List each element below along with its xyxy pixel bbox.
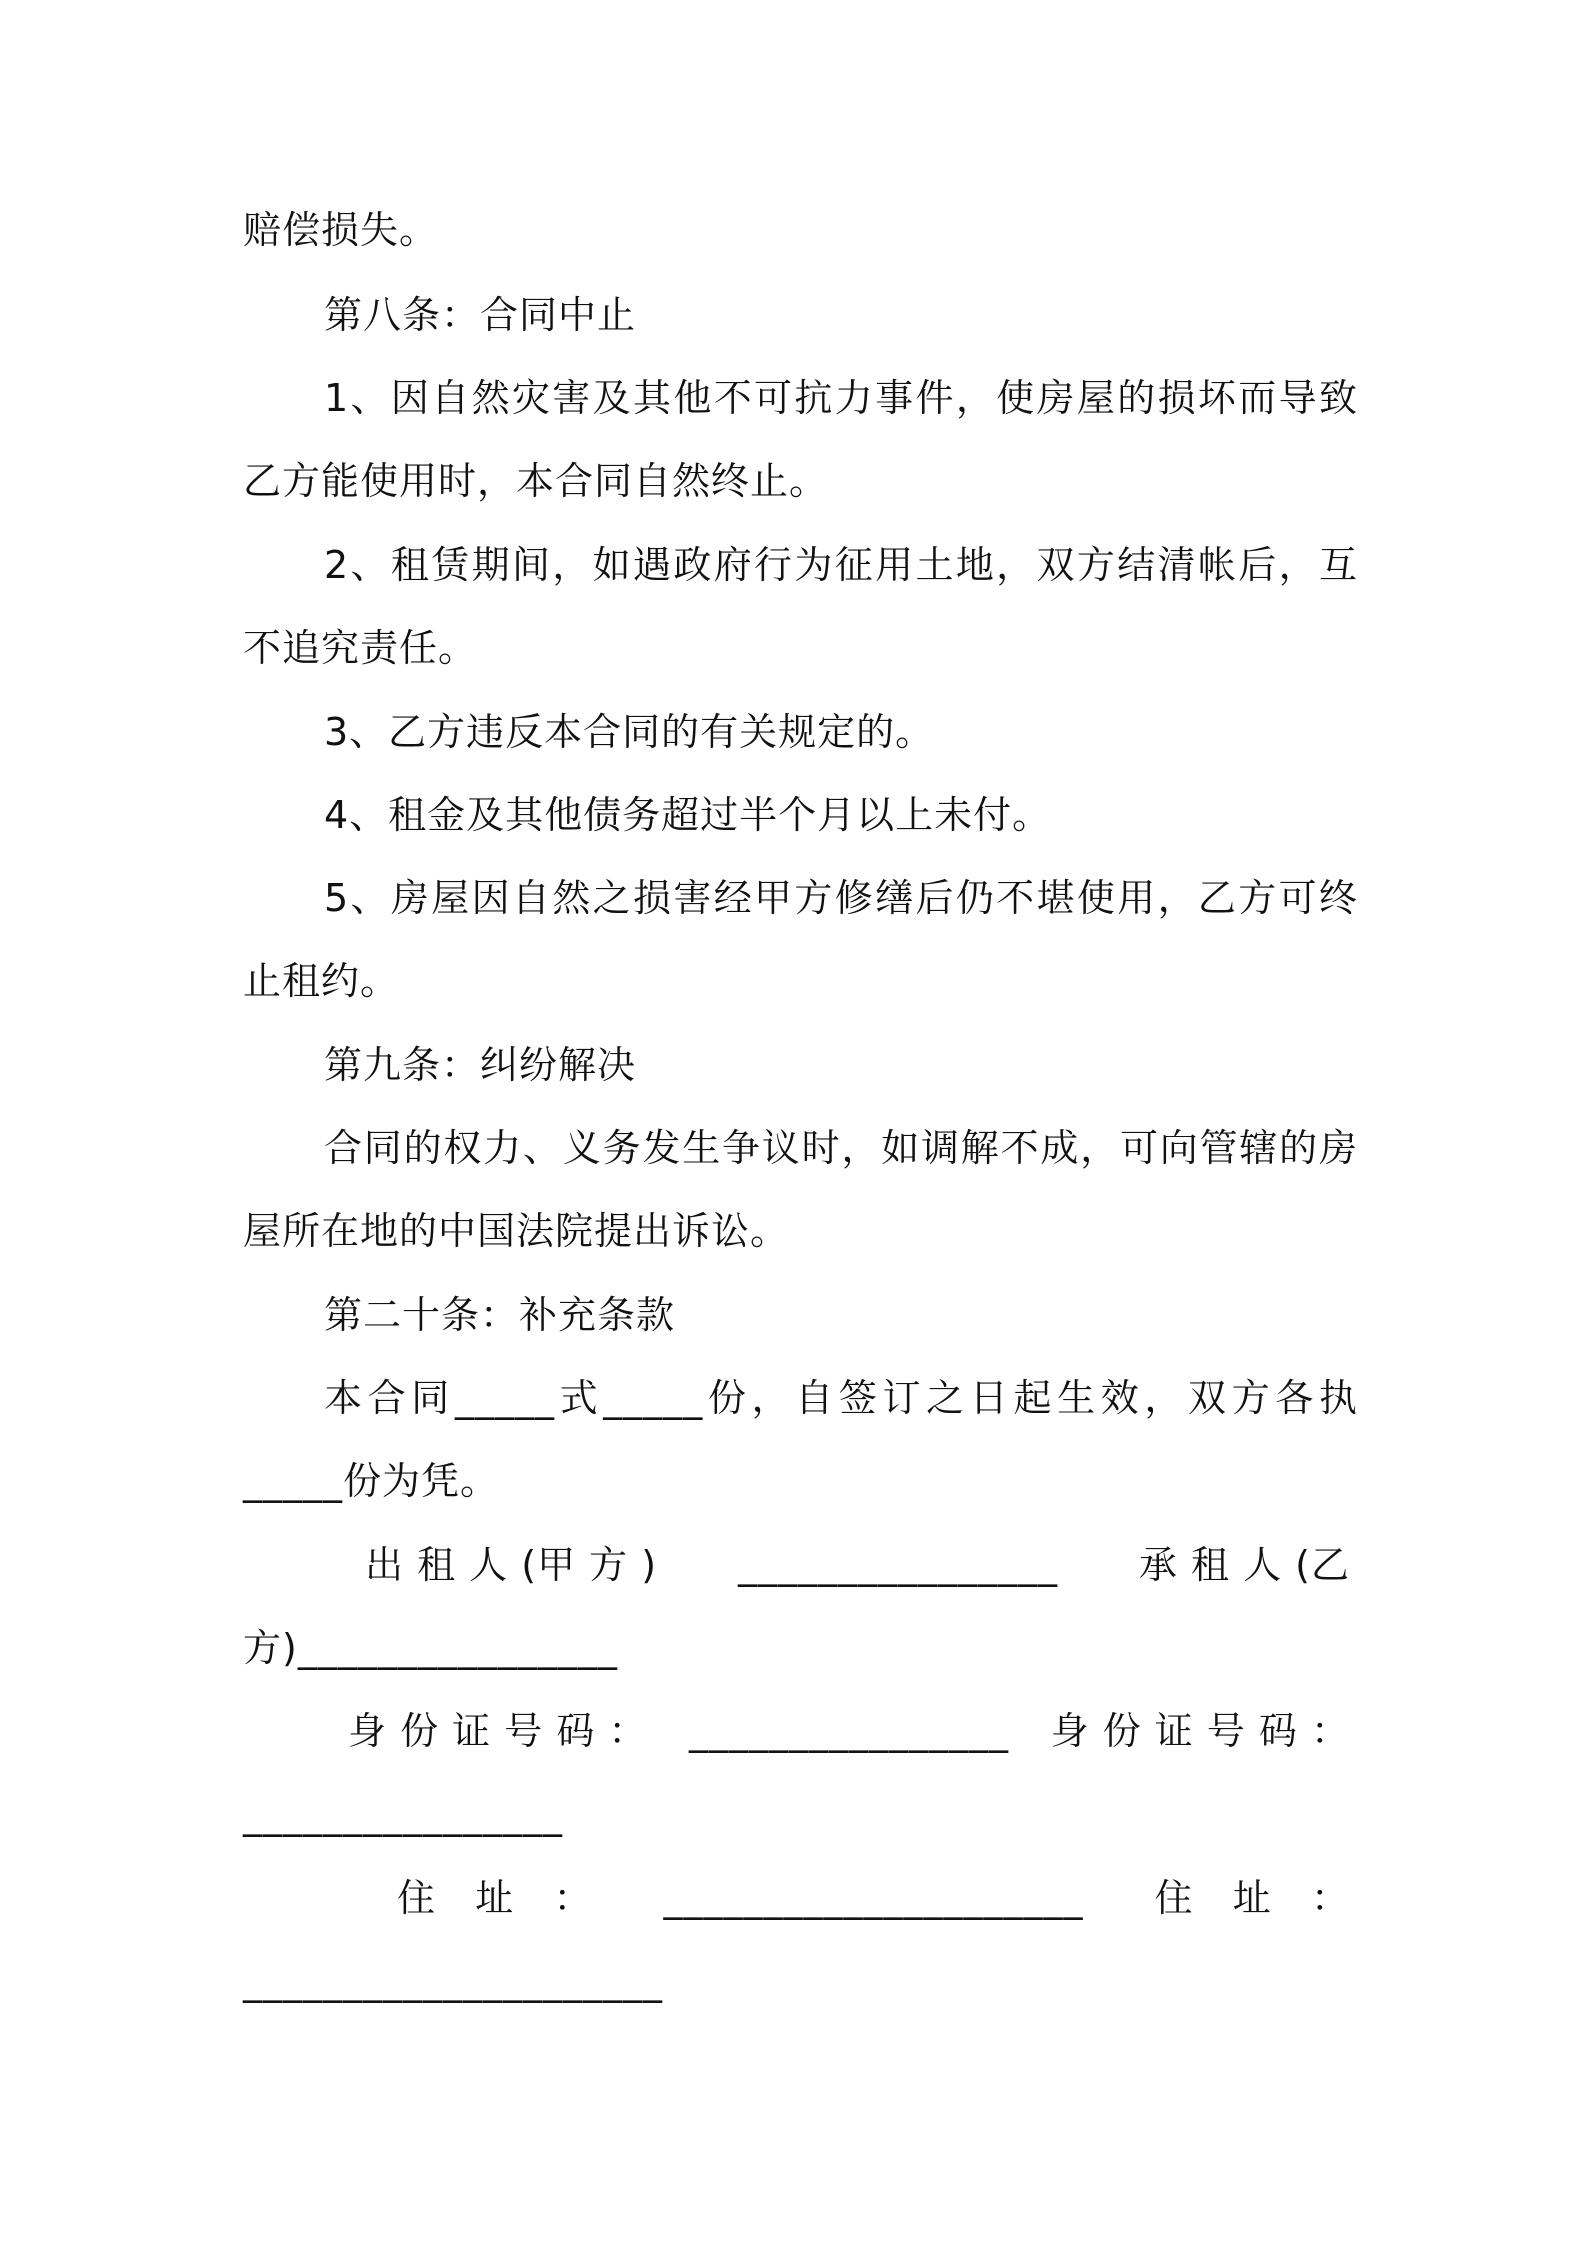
text-line: 乙方能使用时，本合同自然终止。: [243, 459, 829, 503]
address-blank-lessee: _____________________: [243, 1959, 663, 2003]
lessor-row: [365, 1540, 1350, 1590]
address-label-lessee: 住 址 ：: [1154, 1876, 1350, 1920]
text-line: 5、房屋因自然之损害经甲方修缮后仍不堪使用，乙方可终: [324, 876, 1358, 920]
section-heading: 第二十条：补充条款: [324, 1293, 676, 1337]
lessor-label: 出 租 人 (甲 方 ): [365, 1543, 658, 1587]
id-label-lessor: 身 份 证 号 码 ：: [348, 1709, 648, 1753]
lessee-label: 承 租 人 (乙: [1138, 1543, 1350, 1587]
text-line: _____份为凭。: [243, 1459, 500, 1503]
section-heading: 第九条：纠纷解决: [324, 1043, 637, 1087]
address-label-lessor: 住 址 ：: [397, 1876, 593, 1920]
text-line: 3、乙方违反本合同的有关规定的。: [324, 710, 935, 754]
text-line: 合同的权力、义务发生争议时，如调解不成，可向管辖的房: [324, 1126, 1358, 1170]
text-line: 本合同_____式_____份，自签订之日起生效，双方各执: [324, 1376, 1358, 1420]
id-label-lessee: 身 份 证 号 码 ：: [1050, 1709, 1350, 1753]
text-line: 赔偿损失。: [243, 208, 439, 252]
text-line: 不追究责任。: [243, 626, 478, 670]
text-line: 1、因自然灾害及其他不可抗力事件，使房屋的损坏而导致: [324, 376, 1358, 420]
lessor-blank: ________________: [737, 1543, 1058, 1587]
text-line: 4、租金及其他债务超过半个月以上未付。: [324, 793, 1052, 837]
address-row: [397, 1873, 1350, 1923]
section-heading: 第八条：合同中止: [324, 293, 637, 337]
address-blank-lessor: _____________________: [663, 1876, 1084, 1920]
text-line: 2、租赁期间，如遇政府行为征用土地，双方结清帐后，互: [324, 543, 1358, 587]
lessee-name-line: 方)________________: [243, 1626, 618, 1670]
id-number-row: [348, 1706, 1350, 1756]
id-blank-lessee: ________________: [243, 1793, 563, 1837]
text-line: 止租约。: [243, 959, 400, 1003]
id-blank-lessor: ________________: [689, 1709, 1009, 1753]
text-line: 屋所在地的中国法院提出诉讼。: [243, 1209, 790, 1253]
